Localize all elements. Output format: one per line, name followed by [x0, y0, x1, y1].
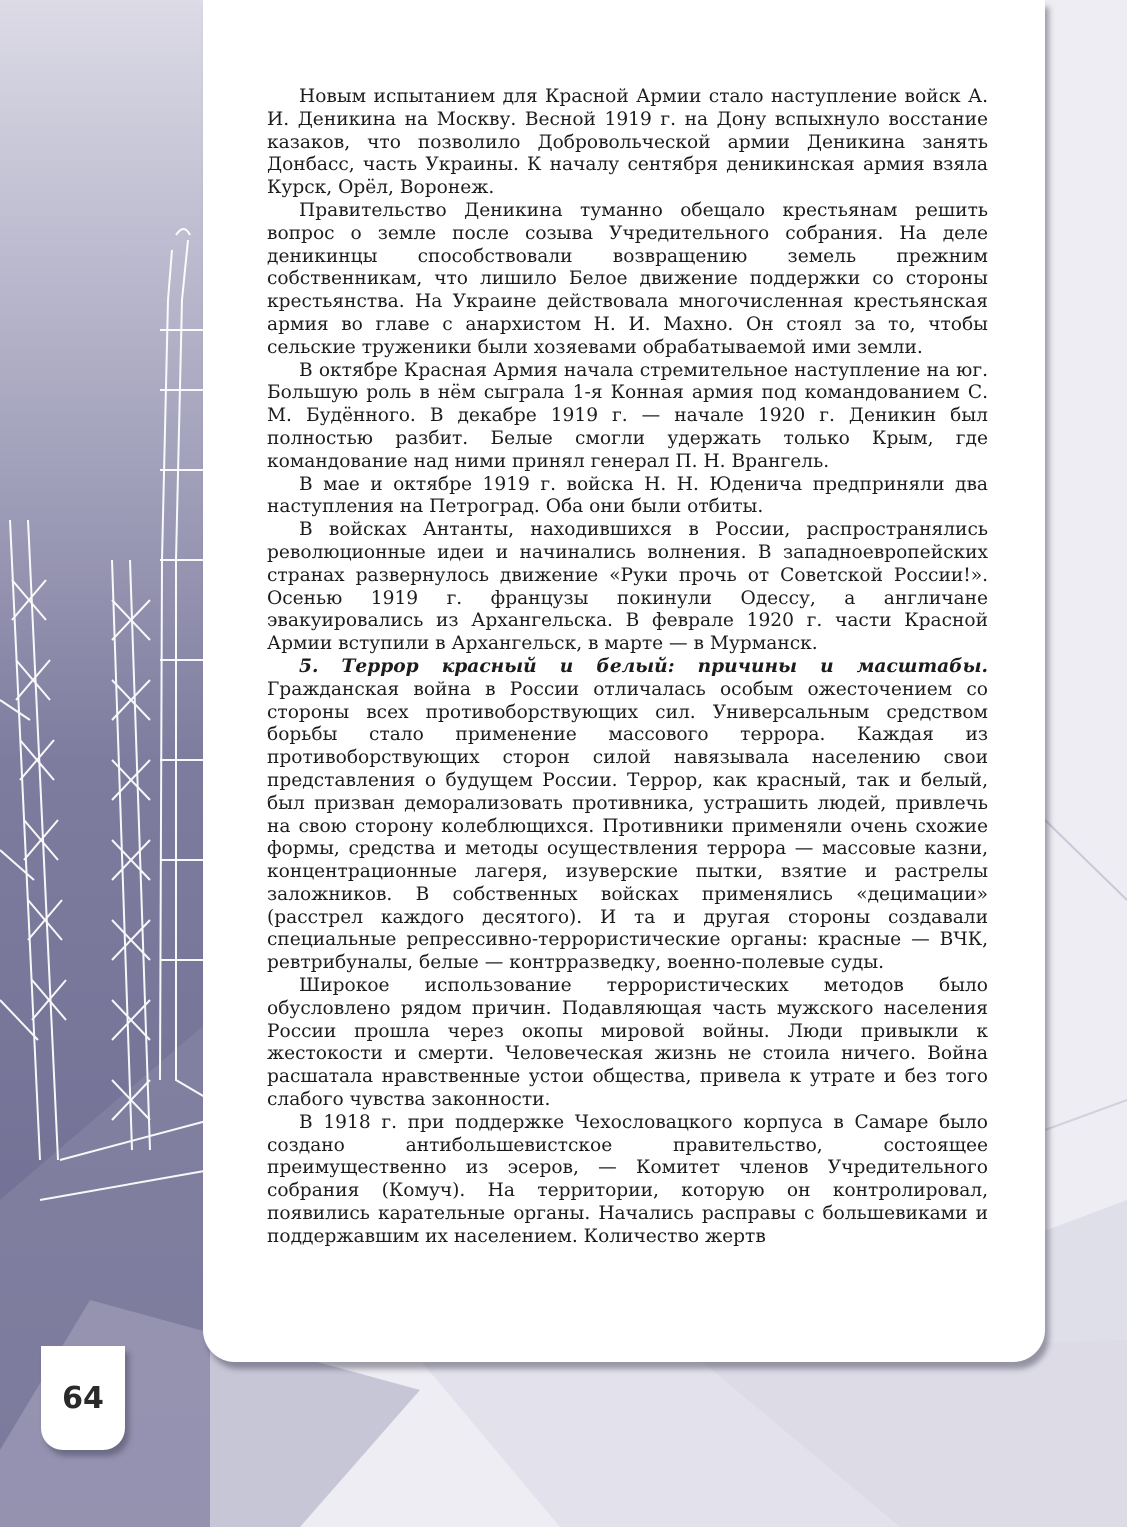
section-lead-text: Гражданская война в России отличалась особым ожесточением со стороны всех противоборствующих сил. Универсальным средством борьбы стало применение массового террора. Каждая из противоборствующих сторон силой навязывала населению свои представления о будущем России. Террор, как красный, так и белый, был призван деморализовать противника, устрашить людей, привлечь на свою сторону колеблющихся. Противники применяли очень схожие формы, средства и методы осуществления террора — массовые казни, концентрационные лагеря, изуверские пытки, взятие и растрелы заложников. В собственных войсках применялись «децимации» (расстрел каждого десятого). И та и другая стороны создавали специальные репрессивно-террористические органы: красные — ВЧК, ревтрибуналы, белые — контрразведку, военно-полевые суды.: [267, 678, 988, 974]
paragraph-denikin-government: Правительство Деникина туманно обещало крестьянам решить вопрос о земле после созыва Учредительного собрания. На деле деникинцы способствовали возвращению земель прежним собственникам, что лишило Белое движение поддержки со стороны крестьянства. На Украине действовала многочисленная крестьянская армия во главе с анархистом Н. И. Махно. Он стоял за то, чтобы сельские труженики были хозяевами обрабатываемой ими земли.: [267, 199, 988, 358]
paragraph-terror-causes: Широкое использование террористических методов было обусловлено рядом причин. Подавляющая часть мужского населения России прошла через окопы мировой войны. Люди привыкли к жестокости и смерти. Человеческая жизнь не стоила ничего. Война расшатала нравственные устои общества, привела к утрате и без того слабого чувства законности.: [267, 975, 988, 1111]
paragraph-yudenich: В мае и октябре 1919 г. войска Н. Н. Юденича предприняли два наступления на Петроград. Оба они были отбиты.: [267, 473, 988, 518]
section-heading: 5. Террор красный и белый: причины и масштабы.: [299, 655, 988, 677]
section-paragraph-terror: [267, 656, 988, 975]
text-panel: [203, 0, 1045, 1362]
page-number: 64: [41, 1346, 125, 1450]
paragraph-entente: В войсках Антанты, находившихся в России, распространялись революционные идеи и начинались волнения. В западноевропейских странах развернулось движение «Руки прочь от Советской России!». Осенью 1919 г. французы покинули Одессу, а англичане эвакуировались из Архангельска. В феврале 1920 г. части Красной Армии вступили в Архангельск, в марте — в Мурманск.: [267, 519, 988, 655]
paragraph-komuch: В 1918 г. при поддержке Чехословацкого корпуса в Самаре было создано антибольшевистское правительство, состоящее преимущественно из эсеров, — Комитет членов Учредительного собрания (Комуч). На территории, которую он контролировал, появились карательные органы. Начались расправы с большевиками и поддержавшим их населением. Количество жертв: [267, 1111, 988, 1247]
paragraph-denikin-offensive: Новым испытанием для Красной Армии стало наступление войск А. И. Деникина на Москву. Весной 1919 г. на Дону вспыхнуло восстание казаков, что позволило Добровольческой армии Деникина занять Донбасс, часть Украины. К началу сентября деникинская армия взяла Курск, Орёл, Воронеж.: [267, 86, 988, 199]
paragraph-red-army-offensive: В октябре Красная Армия начала стремительное наступление на юг. Большую роль в нём сыграла 1-я Конная армия под командованием С. М. Будённого. В декабре 1919 г. — начале 1920 г. Деникин был полностью разбит. Белые смогли удержать только Крым, где командование над ними принял генерал П. Н. Врангель.: [267, 359, 988, 472]
